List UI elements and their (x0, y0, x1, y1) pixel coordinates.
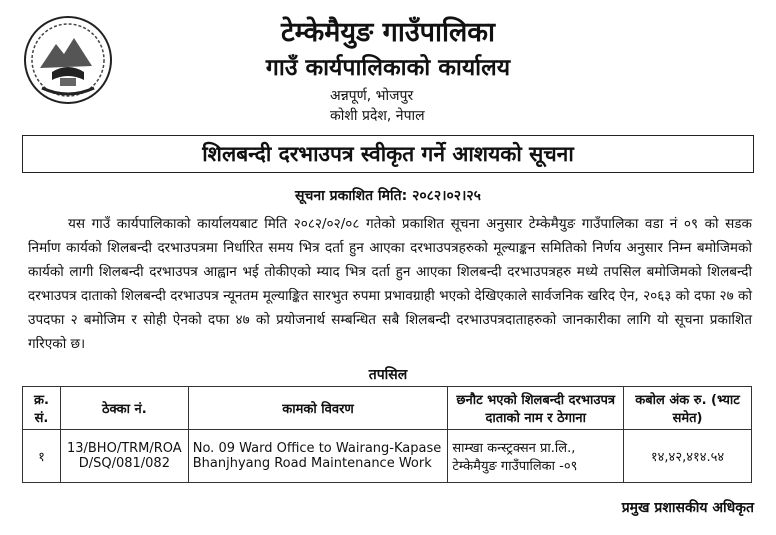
cell-sn: १ (23, 430, 61, 483)
signature-title: प्रमुख प्रशासकीय अधिकृत (621, 500, 754, 516)
cell-contract-no: 13/BHO/TRM/ROAD/SQ/081/082 (60, 430, 188, 483)
address-line-1: अन्नपूर्ण, भोजपुर (330, 88, 414, 104)
notice-body: यस गाउँ कार्यपालिकाको कार्यालयबाट मिति २०८२/०२/०८ गतेको प्रकाशित सूचना अनुसार टेम्केमैयुङ गाउँपालिका वडा नं ०९ को सडक निर्माण कार्यको शिलबन्दी दरभाउपत्रमा निर्धारित समय भित्र दर्ता हुन आएका दरभाउपत्रहरुको मूल्याङ्कन समितिको निर्णय अनुसार निम्न बमोजिमको कार्यको लागी शिलबन्दी दरभाउपत्र आह्वान भई तोकीएको म्याद भित्र दर्ता हुन आएका शिलबन्दी दरभाउपत्रहरु मध्ये तपसिल बमोजिमको शिलबन्दी दरभाउपत्र दाताको शिलबन्दी दरभाउपत्र न्यूनतम मूल्याङ्कित सारभुत रुपमा प्रभावग्राही भएको देखिएकाले सार्वजनिक खरिद ऐन, २०६३ को दफा २७ को उपदफा २ बमोजिम र सोही ऐनको दफा ४७ को प्रयोजनार्थ सम्बन्धित सबै शिलबन्दी दरभाउपत्रदाताहरुको जानकारीका लागि यो सूचना प्रकाशित गरिएको छ। (28, 216, 752, 352)
published-date: सूचना प्रकाशित मिति: २०८२।०२।२५ (295, 188, 481, 204)
header-amount: कबोल अंक रु. (भ्याट समेत) (624, 387, 752, 430)
notice-banner: शिलबन्दी दरभाउपत्र स्वीकृत गर्ने आशयको सूचना (22, 135, 754, 173)
cell-description: No. 09 Ward Office to Wairang-Kapase Bhanjhyang Road Maintenance Work (188, 430, 448, 483)
header-bidder: छनौट भएको शिलबन्दी दरभाउपत्र दाताको नाम र ठेगाना (448, 387, 624, 430)
table-row (23, 430, 752, 483)
cell-amount: १४,४२,४१४.५४ (624, 430, 752, 483)
header-contract-no: ठेक्का नं. (60, 387, 188, 430)
table-caption: तपसिल (368, 367, 408, 383)
table-header-row (23, 387, 752, 430)
address-line-2: कोशी प्रदेश, नेपाल (330, 108, 425, 124)
bid-table (22, 386, 752, 483)
header-description: कामको विवरण (188, 387, 448, 430)
municipality-title: टेम्केमैयुङ गाउँपालिका (280, 17, 495, 48)
cell-bidder: साम्खा कन्स्ट्रक्सन प्रा.लि., टेम्केमैयुङ गाउँपालिका -०९ (448, 430, 624, 483)
office-subtitle: गाउँ कार्यपालिकाको कार्यालय (265, 55, 511, 81)
header-sn: क्र. सं. (23, 387, 61, 430)
